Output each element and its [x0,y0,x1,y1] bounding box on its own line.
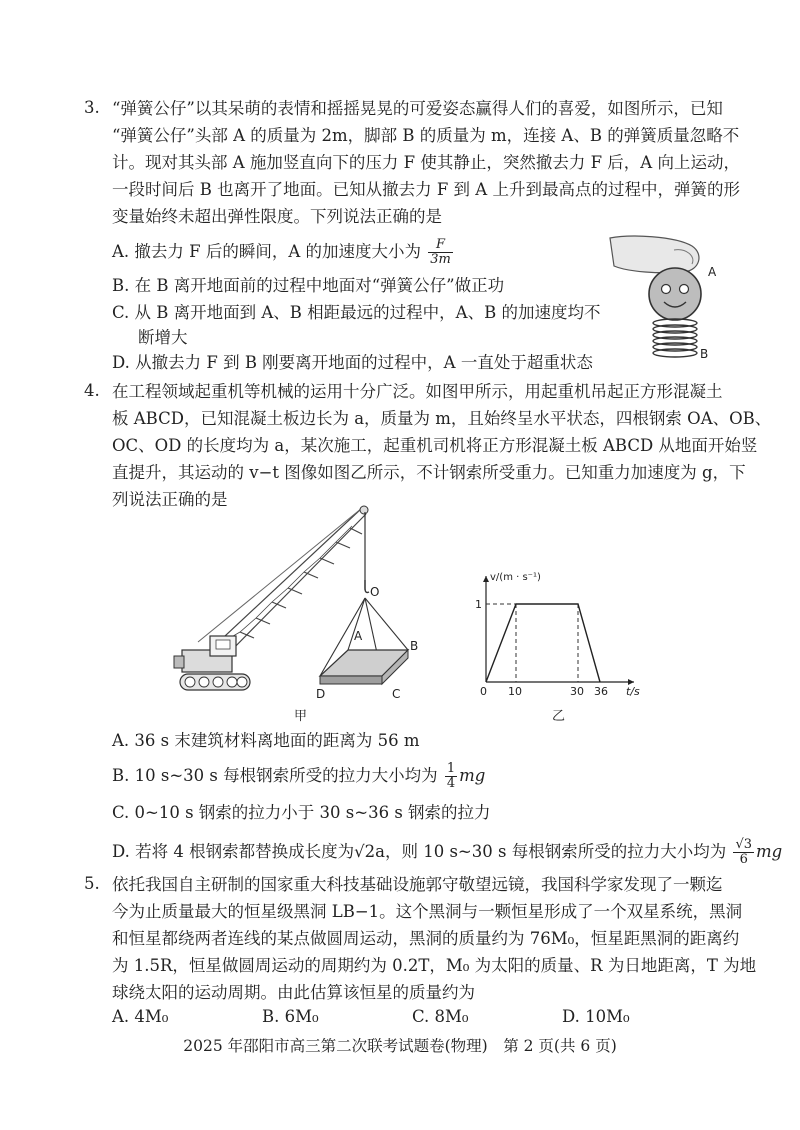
question-text-line: 一段时间后 B 也离开了地面。已知从撤去力 F 到 A 上升到最高点的过程中，弹簧的形 [112,180,740,199]
option-b [112,762,485,791]
cab-window [216,640,230,649]
vt-line [486,604,600,682]
label-c: C [392,687,401,701]
crane-figure [170,500,440,730]
figure-caption-jia: 甲 [294,709,308,724]
question-text-line: 为 1.5R，恒星做圆周运动的周期约为 0.2T，M₀ 为太阳的质量、R 为日地距离，T 为地 [112,956,757,975]
option-text: B. 10 s~30 s 每根钢索所受的拉力大小均为 [112,766,438,785]
vt-graph [462,562,662,732]
fraction [445,762,457,791]
label-d: D [316,687,326,701]
question-number: 3. [84,98,100,117]
fraction-numerator: F [428,238,453,253]
question-text-line: 依托我国自主研制的国家重大科技基础设施郭守敬望远镜，我国科学家发现了一颗迄 [112,875,723,894]
label-a: A [708,265,717,279]
counterweight [174,656,184,668]
fraction-denominator: 3m [430,252,451,267]
question-text-line: 球绕太阳的运动周期。由此估算该恒星的质量约为 [112,983,475,1002]
hook-icon [365,580,369,593]
option-a: A. 36 s 末建筑材料离地面的距离为 56 m [112,731,420,750]
question-text-line: “弹簧公仔”头部 A 的质量为 2m，脚部 B 的质量为 m，连接 A、B 的弹簧质量忽略不 [112,126,740,145]
option-d: D. 从撤去力 F 到 B 刚要离开地面的过程中，A 一直处于超重状态 [112,353,593,372]
label-b: B [700,347,709,361]
finger-icon [610,236,699,273]
spring-coils [653,319,697,357]
fraction-numerator: 1 [446,761,456,776]
label-b: B [410,639,419,653]
option-c: C. 0~10 s 钢索的拉力小于 30 s~36 s 钢索的拉力 [112,803,491,822]
option-text: A. 撤去力 F 后的瞬间，A 的加速度大小为 [112,242,422,261]
t-axis-label: t/s [626,685,640,698]
option-c: C. 从 B 离开地面到 A、B 相距最远的过程中，A、B 的加速度均不 [112,303,601,322]
option-c: C. 8M₀ [412,1007,469,1026]
fraction [428,238,453,267]
question-text-line: 今为止质量最大的恒星级黑洞 LB−1。这个黑洞与一颗恒星形成了一个双星系统，黑洞 [112,902,743,921]
label-o: O [370,585,380,599]
option-suffix: mg [459,766,486,785]
option-suffix: mg [756,842,783,861]
dashed-guides [486,604,578,682]
question-number: 4. [84,381,100,400]
question-text-line: “弹簧公仔”以其呆萌的表情和摇摇晃晃的可爱姿态赢得人们的喜爱，如图所示，已知 [112,99,723,118]
v-axis-arrow-icon [483,576,489,582]
option-b: B. 6M₀ [262,1007,319,1026]
t-tick-10: 10 [508,685,522,698]
toy-head [649,268,701,320]
question-text-line: 变量始终未超出弹性限度。下列说法正确的是 [112,207,442,226]
option-text: D. 若将 4 根钢索都替换成长度为√2a，则 10 s~30 s 每根钢索所受的拉力大小均为 [112,842,727,861]
question-text-line: 列说法正确的是 [112,490,228,509]
page-footer: 2025 年邵阳市高三第二次联考试题卷(物理) 第 2 页(共 6 页) [183,1037,617,1055]
toy-left-eye [662,285,671,294]
spring-toy-figure [600,228,730,368]
question-text-line: 直提升，其运动的 v−t 图像如图乙所示，不计钢索所受重力。已知重力加速度为 g，下 [112,463,746,482]
origin-label: 0 [480,685,487,698]
pulley [360,506,368,514]
fraction [733,838,754,867]
concrete-slab-front [320,676,382,684]
option-a [112,238,455,267]
option-c-continued: 断增大 [138,328,188,347]
toy-right-eye [680,285,689,294]
question-text-line: OC、OD 的长度均为 a，某次施工，起重机司机将正方形混凝土板 ABCD 从地面开始竖 [112,436,758,455]
question-text-line: 计。现对其头部 A 施加竖直向下的压力 F 使其静止，突然撤去力 F 后，A 向上运动， [112,153,740,172]
option-b: B. 在 B 离开地面前的过程中地面对“弹簧公仔”做正功 [112,276,505,295]
v-tick-1: 1 [475,598,482,611]
fraction-denominator: 4 [446,776,456,791]
fraction-numerator: √3 [735,837,753,852]
question-text-line: 在工程领域起重机等机械的运用十分广泛。如图甲所示，用起重机吊起正方形混凝土 [112,382,723,401]
option-d [112,838,782,867]
boom-cable [198,508,362,642]
v-axis-label: v/(m · s⁻¹) [490,572,541,583]
t-tick-36: 36 [594,685,608,698]
figure-caption-yi: 乙 [552,709,566,724]
question-text-line: 板 ABCD，已知混凝土板边长为 a，质量为 m，且始终呈水平状态，四根钢索 OA、OB、 [112,409,772,428]
option-a: A. 4M₀ [112,1007,169,1026]
question-text-line: 和恒星都绕两者连线的某点做圆周运动，黑洞的质量约为 76M₀，恒星距黑洞的距离约 [112,929,740,948]
question-number: 5. [84,874,100,893]
fraction-denominator: 6 [739,852,748,867]
label-a: A [354,629,363,643]
option-d: D. 10M₀ [562,1007,630,1026]
t-tick-30: 30 [570,685,584,698]
